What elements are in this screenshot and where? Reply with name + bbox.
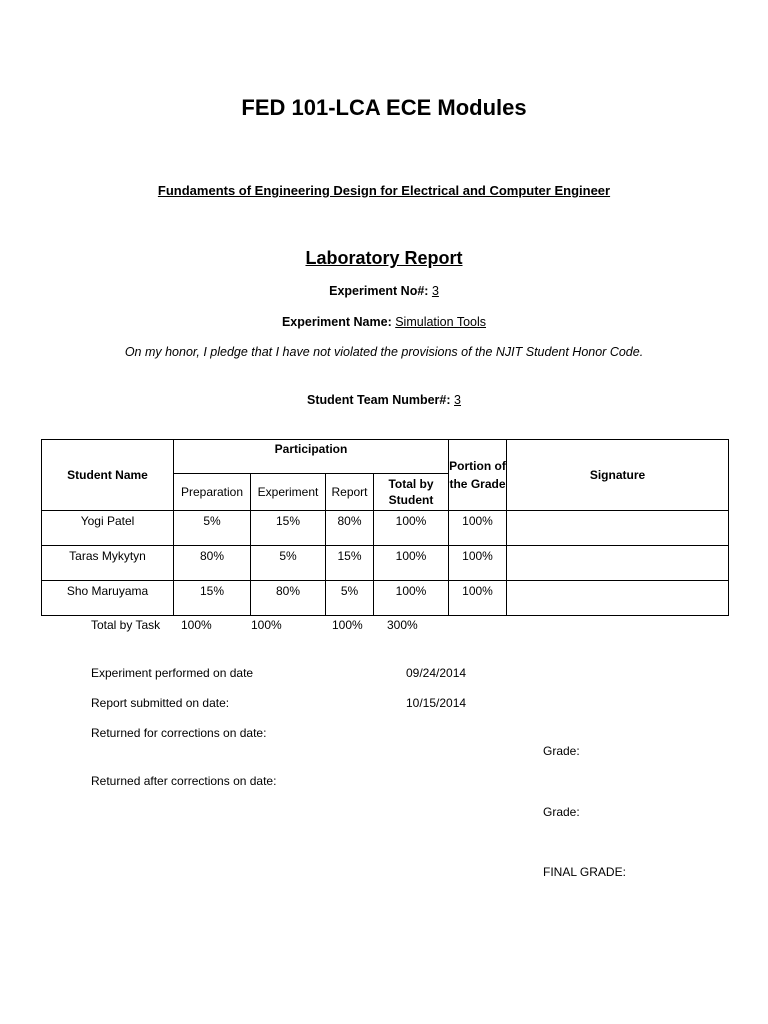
table-row — [42, 581, 729, 616]
preparation-cell: 15% — [174, 581, 251, 616]
grade-label-second: Grade: — [543, 805, 580, 819]
preparation-cell: 80% — [174, 546, 251, 581]
experiment-name-label: Experiment Name: — [281, 315, 392, 329]
header-participation: Participation — [174, 440, 449, 474]
participation-table — [41, 439, 729, 616]
experiment-cell: 5% — [251, 546, 326, 581]
report-cell: 80% — [326, 511, 374, 546]
portion-cell: 100% — [449, 581, 507, 616]
team-number-line — [0, 393, 768, 407]
experiment-cell: 80% — [251, 581, 326, 616]
portion-cell: 100% — [449, 511, 507, 546]
totals-preparation: 100% — [181, 618, 212, 632]
header-experiment: Experiment — [251, 474, 326, 511]
submitted-date-value: 10/15/2014 — [406, 696, 467, 710]
experiment-number-value: 3 — [431, 284, 439, 298]
document-title: FED 101-LCA ECE Modules — [241, 95, 527, 120]
portion-cell: 100% — [449, 546, 507, 581]
report-cell: 5% — [326, 581, 374, 616]
experiment-cell: 15% — [251, 511, 326, 546]
totals-report: 100% — [332, 618, 363, 632]
final-grade-label: FINAL GRADE: — [543, 865, 626, 879]
returned-after-date-label: Returned after corrections on date: — [91, 774, 277, 788]
header-student-name: Student Name — [42, 440, 174, 511]
totals-experiment: 100% — [251, 618, 282, 632]
preparation-cell: 5% — [174, 511, 251, 546]
submitted-date-label: Report submitted on date: — [91, 696, 230, 710]
experiment-number-line — [0, 284, 768, 298]
header-preparation: Preparation — [174, 474, 251, 511]
performed-date-value: 09/24/2014 — [406, 666, 467, 680]
course-subtitle: Fundaments of Engineering Design for Electrical and Computer Engineer — [157, 183, 611, 198]
student-name-cell: Taras Mykytyn — [42, 546, 174, 581]
returned-date-label: Returned for corrections on date: — [91, 726, 267, 740]
grade-label-first: Grade: — [543, 744, 580, 758]
header-portion-of-grade: Portion of the Grade — [449, 440, 507, 511]
experiment-name-value: Simulation Tools — [395, 315, 487, 329]
table-row — [42, 511, 729, 546]
honor-statement: On my honor, I pledge that I have not violated the provisions of the NJIT Student Honor Code. — [124, 345, 644, 359]
totals-overall: 300% — [387, 618, 418, 632]
header-signature: Signature — [507, 440, 729, 511]
signature-cell — [507, 546, 729, 581]
total-cell: 100% — [374, 581, 449, 616]
total-cell: 100% — [374, 511, 449, 546]
total-cell: 100% — [374, 546, 449, 581]
signature-cell — [507, 511, 729, 546]
table-row — [42, 546, 729, 581]
experiment-number-label: Experiment No#: — [329, 284, 429, 298]
report-cell: 15% — [326, 546, 374, 581]
student-name-cell: Yogi Patel — [42, 511, 174, 546]
signature-cell — [507, 581, 729, 616]
header-report: Report — [326, 474, 374, 511]
student-name-cell: Sho Maruyama — [42, 581, 174, 616]
totals-row — [0, 618, 768, 636]
performed-date-label: Experiment performed on date — [91, 666, 254, 680]
header-total-by-student: Total by Student — [374, 474, 449, 511]
totals-label: Total by Task — [91, 618, 161, 632]
report-title: Laboratory Report — [305, 248, 463, 268]
team-number-value: 3 — [454, 393, 461, 407]
experiment-name-line — [0, 315, 768, 329]
team-number-label: Student Team Number#: — [307, 393, 451, 407]
